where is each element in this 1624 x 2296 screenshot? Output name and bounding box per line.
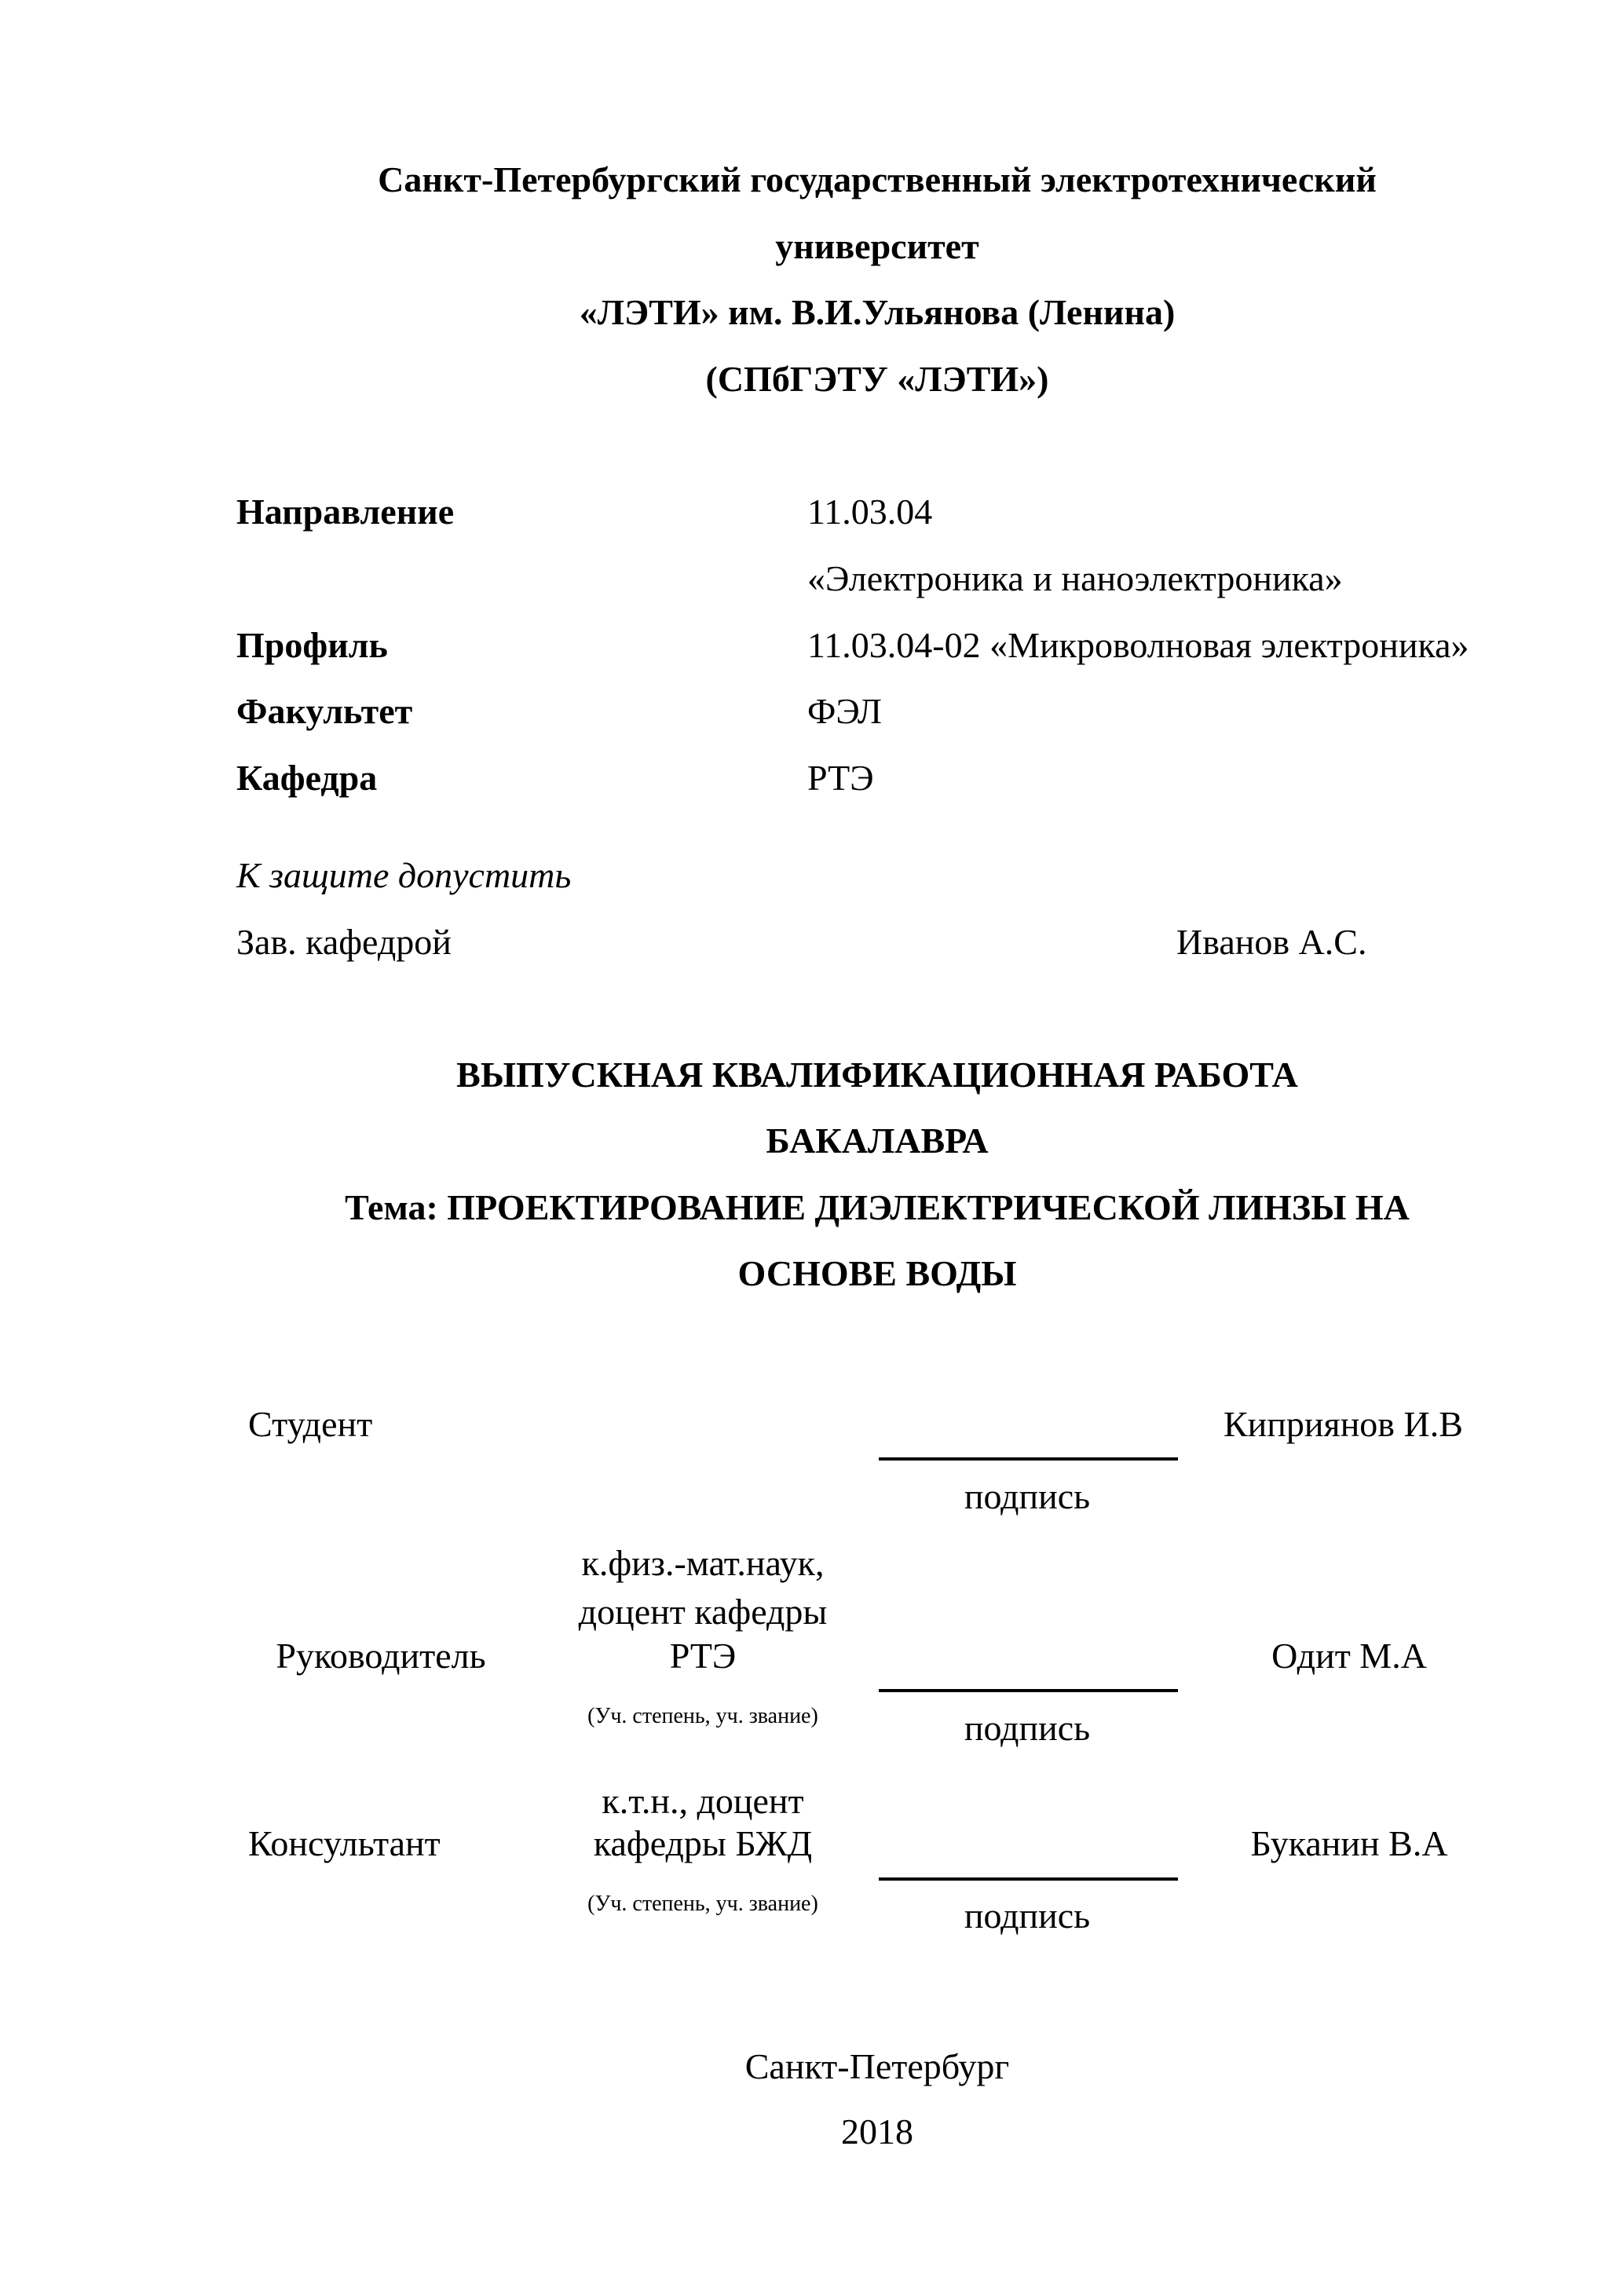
signature-caption: подпись — [964, 1896, 1091, 1936]
direction-label: Направление — [236, 492, 455, 532]
header-line: «ЛЭТИ» им. В.И.Ульянова (Ленина) — [579, 292, 1176, 332]
signature-line — [879, 1877, 1178, 1881]
supervisor-degree: к.физ.-мат.наук, — [581, 1543, 825, 1583]
signature-line — [879, 1689, 1178, 1692]
faculty-label: Факультет — [236, 691, 413, 731]
title-line: БАКАЛАВРА — [766, 1121, 989, 1161]
title-line: ОСНОВЕ ВОДЫ — [737, 1253, 1017, 1293]
department-value: РТЭ — [807, 758, 874, 798]
department-label: Кафедра — [236, 758, 378, 798]
title-line: Тема: ПРОЕКТИРОВАНИЕ ДИЭЛЕКТРИЧЕСКОЙ ЛИНЗЫ НА — [345, 1187, 1410, 1227]
header-line: (СПбГЭТУ «ЛЭТИ») — [705, 359, 1049, 399]
supervisor-role: Руководитель — [276, 1636, 486, 1676]
supervisor-name: Одит М.А — [1271, 1636, 1427, 1676]
consultant-role: Консультант — [248, 1823, 441, 1863]
direction-code: 11.03.04 — [807, 492, 933, 532]
city: Санкт-Петербург — [744, 2046, 1010, 2086]
degree-caption: (Уч. степень, уч. звание) — [587, 1704, 818, 1728]
header-line: университет — [775, 226, 979, 266]
signature-caption: подпись — [964, 1476, 1091, 1516]
profile-label: Профиль — [236, 625, 388, 665]
consultant-name: Буканин В.А — [1250, 1823, 1448, 1863]
supervisor-degree: РТЭ — [669, 1636, 737, 1676]
signature-caption: подпись — [964, 1708, 1091, 1748]
head-label: Зав. кафедрой — [236, 922, 452, 962]
faculty-value: ФЭЛ — [807, 691, 883, 731]
admit-text: К защите допустить — [236, 855, 572, 895]
student-role: Студент — [248, 1404, 373, 1444]
student-name: Киприянов И.В — [1223, 1404, 1463, 1444]
consultant-degree: к.т.н., доцент — [602, 1781, 804, 1821]
supervisor-degree: доцент кафедры — [578, 1592, 828, 1632]
direction-name: «Электроника и наноэлектроника» — [807, 558, 1343, 598]
header-line: Санкт-Петербургский государственный электротехнический — [378, 159, 1377, 199]
title-line: ВЫПУСКНАЯ КВАЛИФИКАЦИОННАЯ РАБОТА — [456, 1055, 1298, 1095]
profile-value: 11.03.04-02 «Микроволновая электроника» — [807, 625, 1469, 665]
signature-line — [879, 1457, 1178, 1461]
consultant-degree: кафедры БЖД — [593, 1823, 813, 1863]
head-name: Иванов А.С. — [1176, 922, 1367, 962]
year: 2018 — [841, 2111, 913, 2152]
degree-caption: (Уч. степень, уч. звание) — [587, 1892, 818, 1916]
